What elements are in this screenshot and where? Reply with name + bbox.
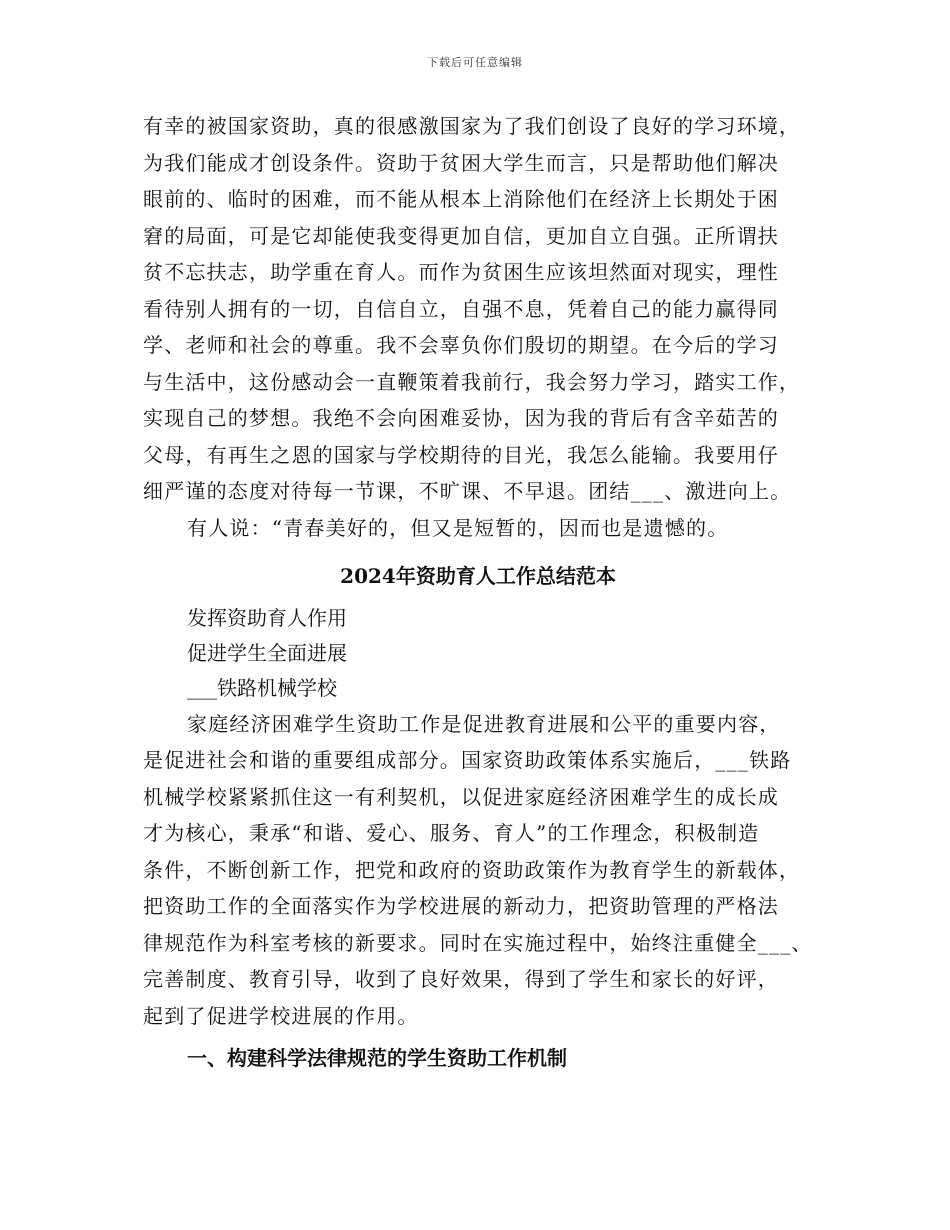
subtitle-line: 促进学生全面进展	[187, 640, 347, 665]
subtitle-block	[143, 601, 813, 706]
paragraph-line: 条件，不断创新工作，把党和政府的资助政策作为教育学生的新载体，	[143, 857, 801, 882]
subtitle-line: 发挥资助育人作用	[187, 605, 347, 630]
paragraph-line: 机械学校紧紧抓住这一有利契机，以促进家庭经济困难学生的成长成	[143, 784, 779, 809]
document-body	[143, 108, 813, 1077]
document-title: 2024年资助育人工作总结范本	[340, 564, 616, 588]
paragraph-3	[143, 706, 813, 1035]
paragraph-line: 把资助工作的全面落实作为学校进展的新动力，把资助管理的严格法	[143, 894, 779, 918]
header-note: 下载后可任意编辑	[427, 56, 523, 69]
subtitle-line: ___铁路机械学校	[187, 675, 337, 700]
paragraph-line: 完善制度、教育引导，收到了良好效果，得到了学生和家长的好评，	[143, 967, 779, 991]
paragraph-line: 眼前的、临时的困难，而不能从根本上消除他们在经济上长期处于困	[143, 187, 779, 211]
paragraph-line: 才为核心，秉承“和谐、爱心、服务、育人”的工作理念，积极制造	[143, 821, 760, 845]
paragraph-line: 贫不忘扶志，助学重在育人。而作为贫困生应该坦然面对现实，理性	[143, 260, 779, 284]
section-heading: 一、构建科学法律规范的学生资助工作机制	[187, 1046, 567, 1070]
paragraph-line: 细严谨的态度对待每一节课，不旷课、不早退。团结___、激进向上。	[143, 479, 792, 503]
paragraph-line: 与生活中，这份感动会一直鞭策着我前行，我会努力学习，踏实工作，	[143, 369, 801, 394]
paragraph-line: 起到了促进学校进展的作用。	[143, 1003, 419, 1028]
paragraph-line: 家庭经济困难学生资助工作是促进教育进展和公平的重要内容，	[187, 711, 781, 736]
paragraph-line: 实现自己的梦想。我绝不会向困难妥协，因为我的背后有含辛茹苦的	[143, 406, 779, 430]
paragraph-line: 父母，有再生之恩的国家与学校期待的目光，我怎么能输。我要用仔	[143, 442, 779, 467]
paragraph-line: 是促进社会和谐的重要组成部分。国家资助政策体系实施后，___铁路	[143, 748, 792, 772]
paragraph-line: 律规范作为科室考核的新要求。同时在实施过程中，始终注重健全___、	[143, 930, 813, 955]
paragraph-line: 有幸的被国家资助，真的很感激国家为了我们创设了良好的学习环境，	[143, 114, 801, 138]
paragraph-1	[143, 108, 813, 510]
paragraph-line: 看待别人拥有的一切，自信自立，自强不息，凭着自己的能力赢得同	[143, 296, 779, 321]
paragraph-line: 为我们能成才创设条件。资助于贫困大学生而言，只是帮助他们解决	[143, 150, 779, 175]
paragraph-line: 学、老师和社会的尊重。我不会辜负你们殷切的期望。在今后的学习	[143, 333, 779, 357]
paragraph-2: 有人说：“青春美好的，但又是短暂的，因而也是遗憾的。	[187, 515, 729, 540]
paragraph-line: 窘的局面，可是它却能使我变得更加自信，更加自立自强。正所谓扶	[143, 223, 779, 248]
